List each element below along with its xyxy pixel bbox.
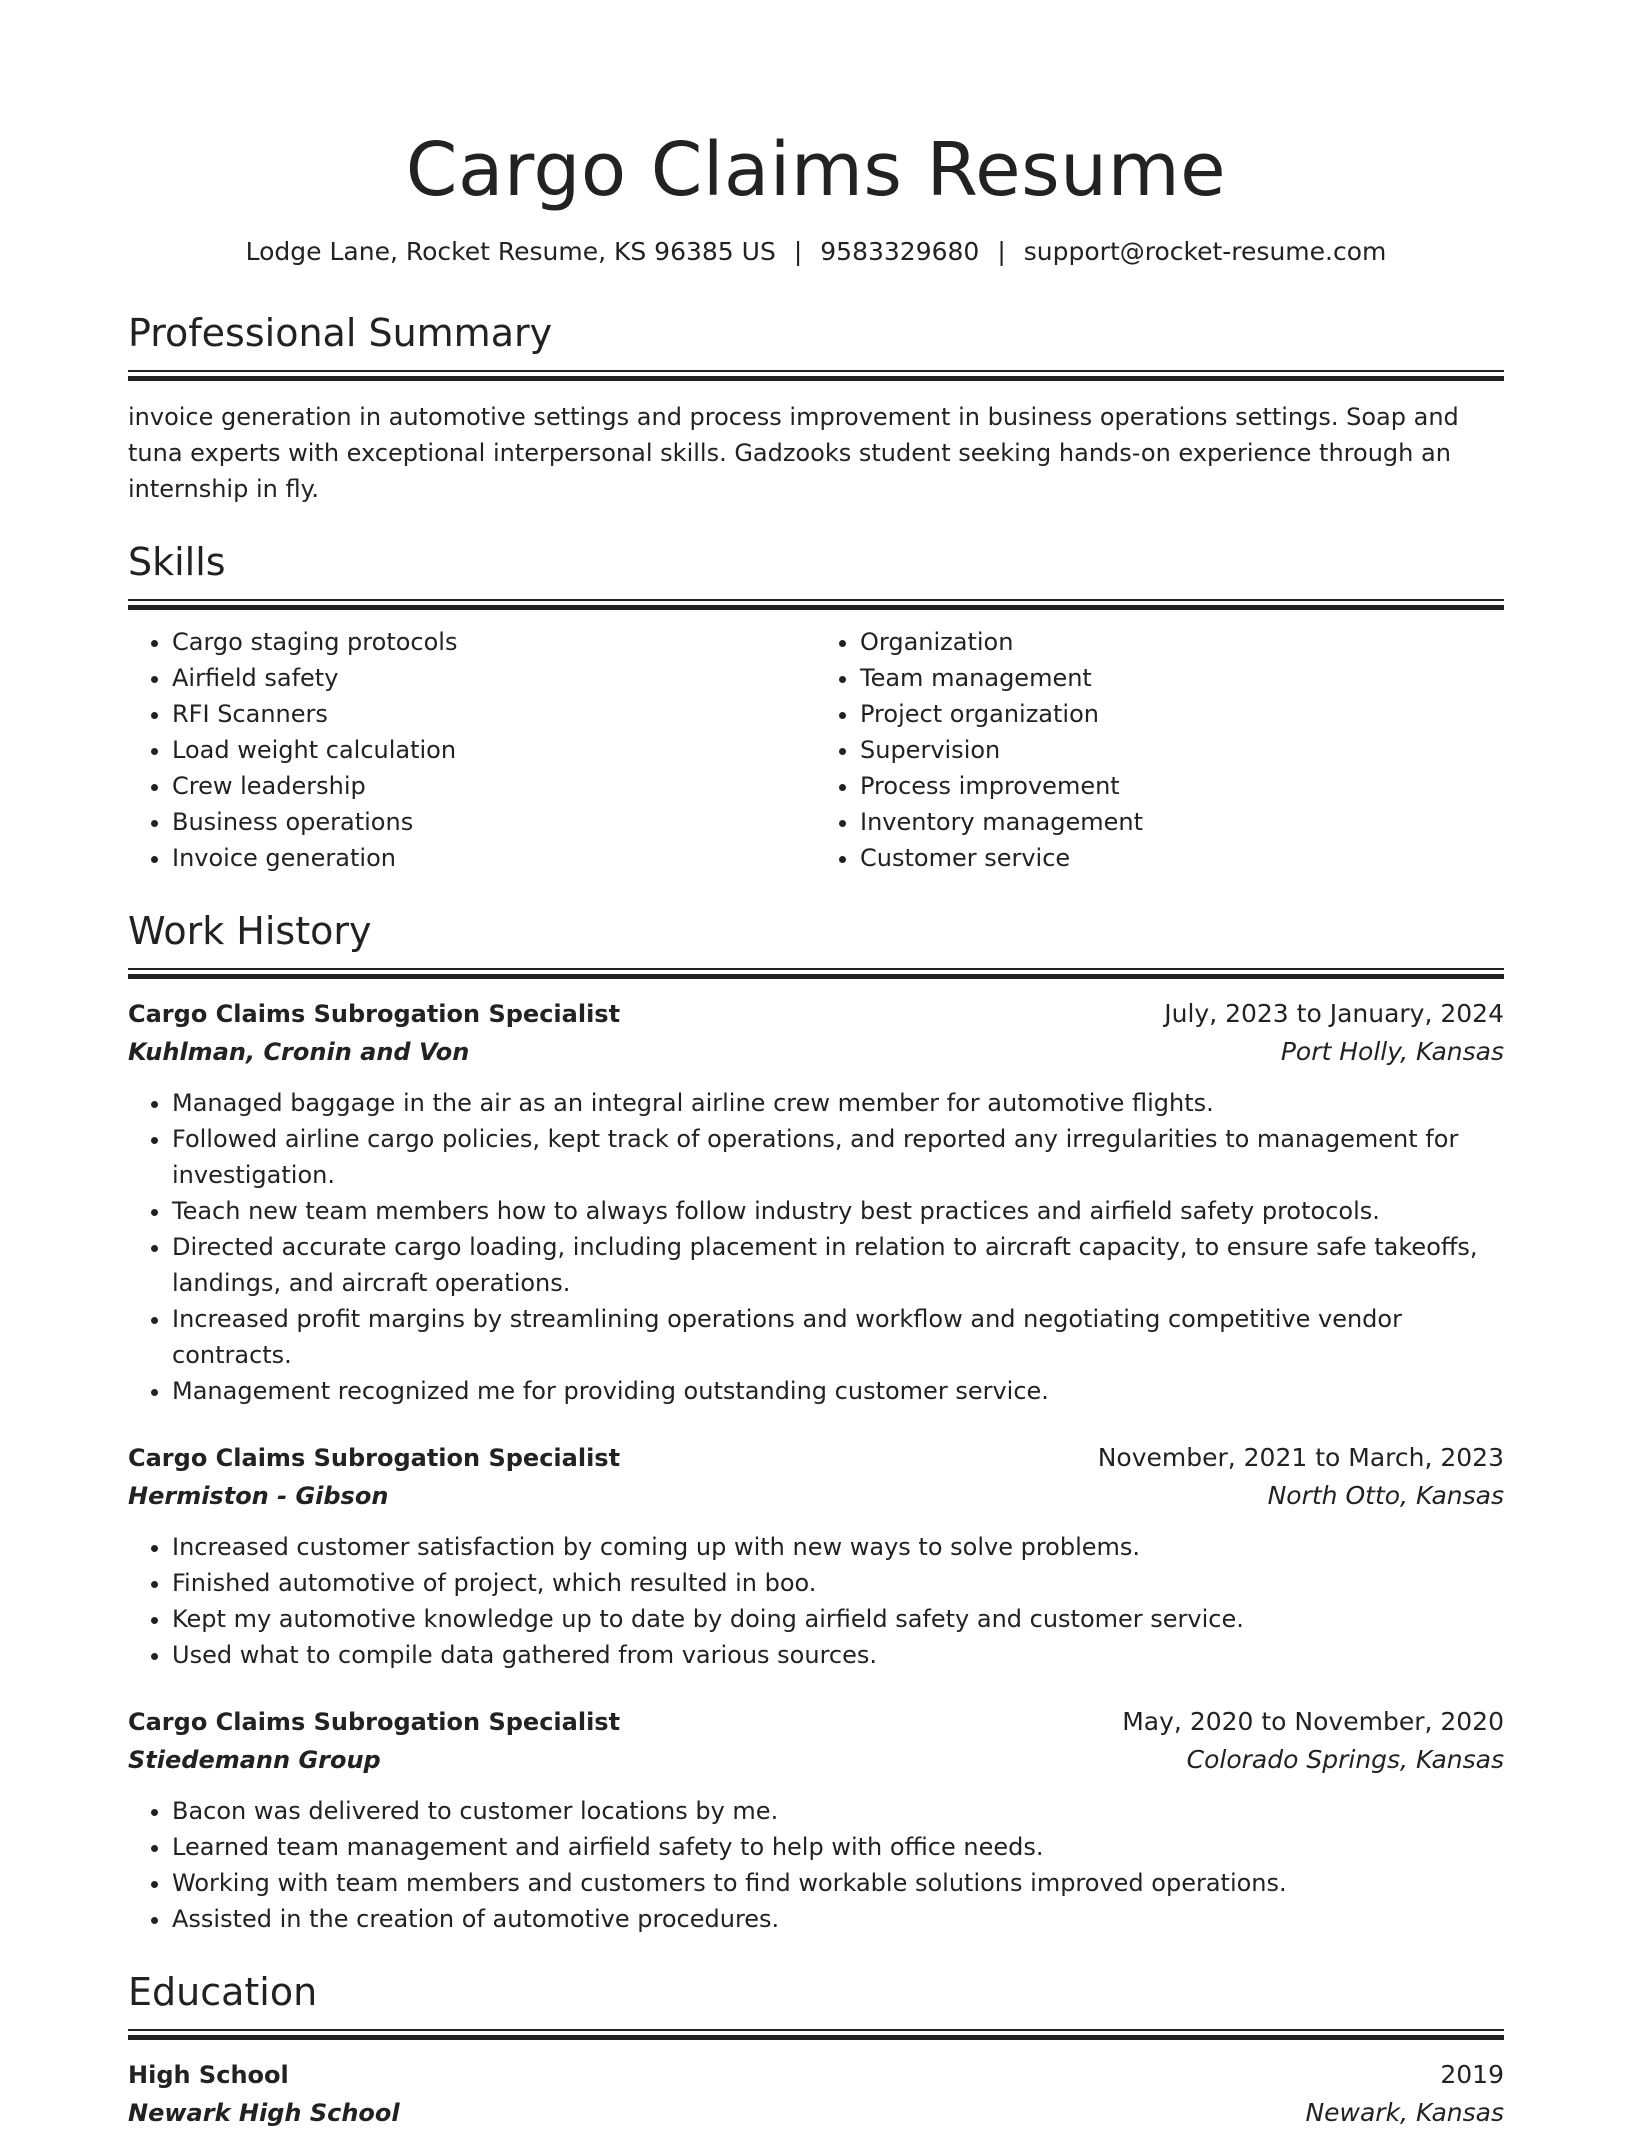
job-bullet: • Bacon was delivered to customer locations by me.: [172, 1793, 1504, 1829]
education-degree: High School: [128, 2061, 289, 2089]
education-entry: [128, 2056, 1504, 2132]
skill-item: • Supervision: [860, 732, 1504, 768]
contact-phone: 9583329680: [820, 237, 980, 266]
job-title: Cargo Claims Subrogation Specialist: [128, 1444, 621, 1472]
job-dates: November, 2021 to March, 2023: [1097, 1443, 1504, 1472]
section-divider: [128, 2029, 1504, 2040]
skill-item: • Cargo staging protocols: [172, 624, 816, 660]
job-company-row: [128, 1741, 1504, 1779]
section-divider: [128, 599, 1504, 610]
job-bullet: • Followed airline cargo policies, kept track of operations, and reported any irregularities to management for investigation.: [172, 1121, 1504, 1193]
section-title-work-history: Work History: [128, 909, 372, 953]
job-bullet: • Teach new team members how to always follow industry best practices and airfield safety protocols.: [172, 1193, 1504, 1229]
job-bullets: [128, 1529, 1504, 1673]
job-bullet: • Learned team management and airfield safety to help with office needs.: [172, 1829, 1504, 1865]
section-title-summary: Professional Summary: [128, 311, 553, 355]
skills-list-left: [128, 624, 816, 876]
job-entry: [128, 995, 1504, 1409]
section-divider: [128, 968, 1504, 979]
job-title: Cargo Claims Subrogation Specialist: [128, 1708, 621, 1736]
job-header-row: [128, 1439, 1504, 1477]
job-bullets: [128, 1085, 1504, 1409]
job-company: Hermiston - Gibson: [128, 1482, 389, 1510]
job-bullet: • Managed baggage in the air as an integral airline crew member for automotive flights.: [172, 1085, 1504, 1121]
job-bullet: • Increased profit margins by streamlining operations and workflow and negotiating competitive vendor contracts.: [172, 1301, 1504, 1373]
job-location: Port Holly, Kansas: [1280, 1037, 1504, 1066]
job-bullets: [128, 1793, 1504, 1937]
job-title: Cargo Claims Subrogation Specialist: [128, 1000, 621, 1028]
section-divider: [128, 370, 1504, 381]
resume-title: Cargo Claims Resume: [405, 127, 1227, 213]
job-bullet: • Working with team members and customers to find workable solutions improved operations.: [172, 1865, 1504, 1901]
section-work-history: [128, 906, 1504, 1937]
skill-item: • Crew leadership: [172, 768, 816, 804]
job-location: Colorado Springs, Kansas: [1186, 1745, 1504, 1774]
skill-item: • Team management: [860, 660, 1504, 696]
education-year: 2019: [1440, 2060, 1504, 2089]
job-entry: [128, 1439, 1504, 1673]
education-header-row: [128, 2056, 1504, 2094]
skill-item: • Load weight calculation: [172, 732, 816, 768]
job-company: Stiedemann Group: [128, 1746, 381, 1774]
job-company-row: [128, 1477, 1504, 1515]
job-bullet: • Management recognized me for providing outstanding customer service.: [172, 1373, 1504, 1409]
job-company: Kuhlman, Cronin and Von: [128, 1038, 470, 1066]
job-entry: [128, 1703, 1504, 1937]
section-title-skills: Skills: [128, 540, 226, 584]
job-dates: May, 2020 to November, 2020: [1122, 1707, 1504, 1736]
job-bullet: • Finished automotive of project, which resulted in boo.: [172, 1565, 1504, 1601]
contact-separator: |: [997, 237, 1006, 266]
job-bullet: • Increased customer satisfaction by coming up with new ways to solve problems.: [172, 1529, 1504, 1565]
skill-item: • Customer service: [860, 840, 1504, 876]
job-header-row: [128, 1703, 1504, 1741]
skills-list-right: [816, 624, 1504, 876]
education-location: Newark, Kansas: [1305, 2098, 1504, 2127]
job-bullet: • Used what to compile data gathered from various sources.: [172, 1637, 1504, 1673]
contact-separator: |: [793, 237, 803, 266]
skill-item: • Project organization: [860, 696, 1504, 732]
skill-item: • Organization: [860, 624, 1504, 660]
summary-text: invoice generation in automotive settings and process improvement in business operations settings. Soap and tuna experts with exceptional interpersonal skills. Gadzooks student seeking hands-on experience through an internship in fly.: [128, 403, 1459, 503]
job-bullet: • Assisted in the creation of automotive procedures.: [172, 1901, 1504, 1937]
job-header-row: [128, 995, 1504, 1033]
section-summary: [128, 308, 1504, 507]
contact-address: Lodge Lane, Rocket Resume, KS 96385 US: [245, 237, 776, 266]
section-skills: [128, 537, 1504, 876]
job-bullet: • Directed accurate cargo loading, including placement in relation to aircraft capacity, to ensure safe takeoffs, landings, and aircraft operations.: [172, 1229, 1504, 1301]
job-bullet: • Kept my automotive knowledge up to date by doing airfield safety and customer service.: [172, 1601, 1504, 1637]
skill-item: • Inventory management: [860, 804, 1504, 840]
job-dates: July, 2023 to January, 2024: [1164, 999, 1504, 1028]
contact-line: [128, 234, 1504, 270]
skills-grid: [128, 624, 1504, 876]
skill-item: • Invoice generation: [172, 840, 816, 876]
job-location: North Otto, Kansas: [1267, 1481, 1504, 1510]
education-school: Newark High School: [128, 2099, 400, 2127]
education-school-row: [128, 2094, 1504, 2132]
skill-item: • RFI Scanners: [172, 696, 816, 732]
skill-item: • Business operations: [172, 804, 816, 840]
skill-item: • Airfield safety: [172, 660, 816, 696]
job-company-row: [128, 1033, 1504, 1071]
section-title-education: Education: [128, 1970, 318, 2014]
contact-email: support@rocket-resume.com: [1023, 237, 1387, 266]
section-education: [128, 1967, 1504, 2132]
skill-item: • Process improvement: [860, 768, 1504, 804]
